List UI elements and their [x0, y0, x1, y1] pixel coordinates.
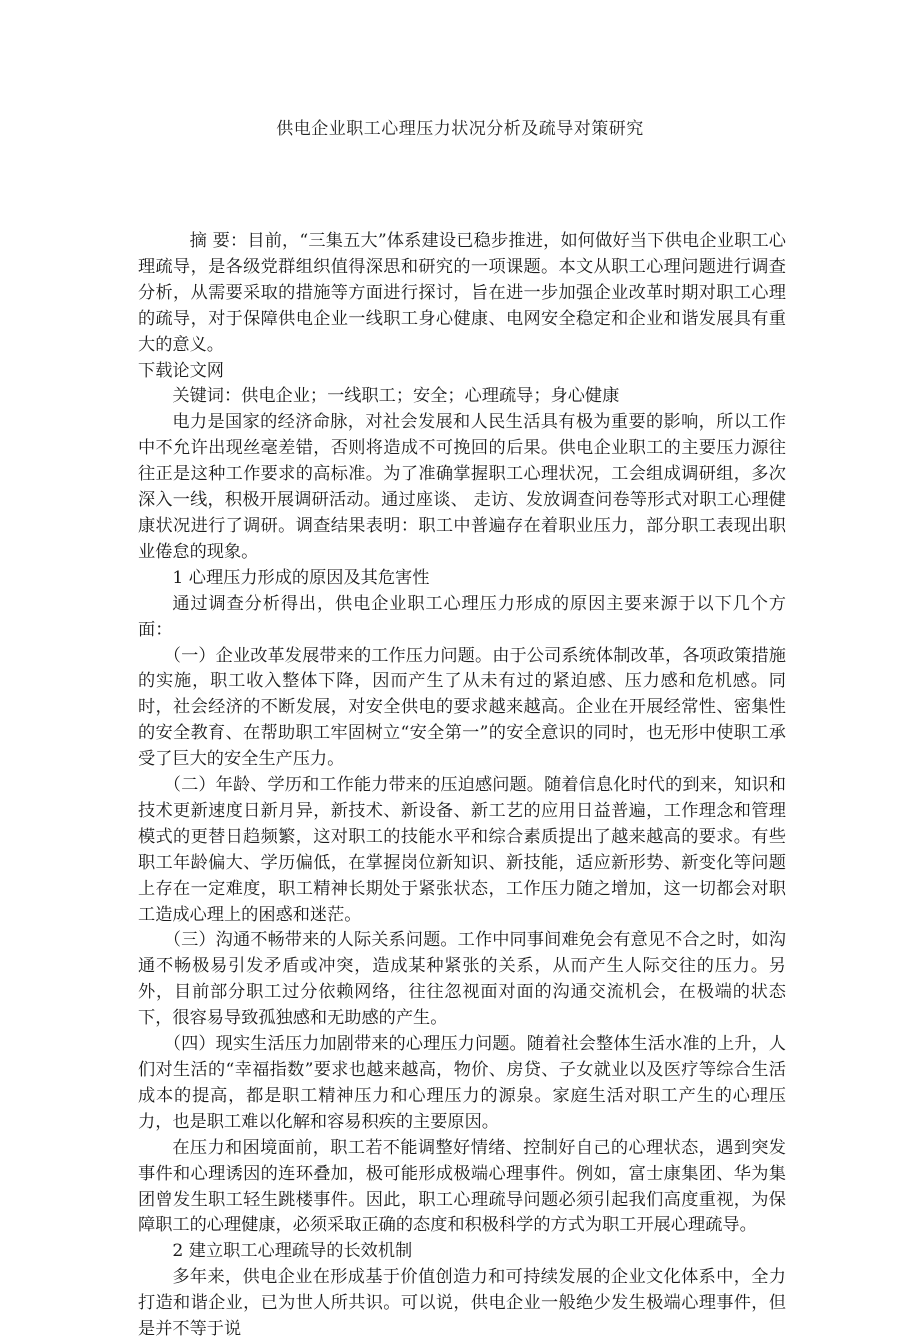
section-1-lead: 通过调查分析得出，供电企业职工心理压力形成的原因主要来源于以下几个方面： [138, 593, 786, 640]
source-note: 下载论文网 [138, 360, 224, 381]
section-2-heading: 2 建立职工心理疏导的长效机制 [172, 1241, 413, 1262]
intro-paragraph: 电力是国家的经济命脉，对社会发展和人民生活具有极为重要的影响，所以工作中不允许出现丝毫差错，否则将造成不可挽回的后果。供电企业职工的主要压力源往往正是这种工作要求的高标准。为了准确掌握职工心理状况，工会组成调研组，多次深入一线，积极开展调研活动。通过座谈、 走访、发放调查问卷等形式对职工心理健康状况进行了调研。调查结果表明：职工中普遍存在着职业压力，部分职工表现出职业倦怠的现象。 [138, 412, 786, 562]
keywords-line: 关键词：供电企业；一线职工；安全；心理疏导；身心健康 [172, 386, 620, 407]
section-1-item-2: （二）年龄、学历和工作能力带来的压迫感问题。随着信息化时代的到来，知识和技术更新速度日新月异，新技术、新设备、新工艺的应用日益普遍，工作理念和管理模式的更替日趋频繁，这对职工的技能水平和综合素质提出了越来越高的要求。有些职工年龄偏大、学历偏低，在掌握岗位新知识、新技能，适应新形势、新变化等问题上存在一定难度，职工精神长期处于紧张状态，工作压力随之增加，这一切都会对职工造成心理上的困惑和迷茫。 [138, 775, 786, 925]
document-title: 供电企业职工心理压力状况分析及疏导对策研究 [276, 119, 644, 139]
section-2-paragraph: 多年来，供电企业在形成基于价值创造力和可持续发展的企业文化体系中，全力打造和谐企业，已为世人所共识。可以说，供电企业一般绝少发生极端心理事件，但是并不等于说 [138, 1267, 786, 1340]
document-body [138, 229, 786, 1343]
section-1-item-3: （三）沟通不畅带来的人际关系问题。工作中同事间难免会有意见不合之时，如沟通不畅极易引发矛盾或冲突，造成某种紧张的关系，从而产生人际交往的压力。另外，目前部分职工过分依赖网络，往往忽视面对面的沟通交流机会，在极端的状态下，很容易导致孤独感和无助感的产生。 [138, 930, 786, 1029]
section-1-heading: 1 心理压力形成的原因及其危害性 [172, 567, 430, 588]
section-1-item-1: （一）企业改革发展带来的工作压力问题。由于公司系统体制改革，各项政策措施的实施，职工收入整体下降，因而产生了从未有过的紧迫感、压力感和危机感。同时，社会经济的不断发展，对安全供电的要求越来越高。企业在开展经常性、密集性的安全教育、在帮助职工牢固树立“安全第一”的安全意识的同时，也无形中使职工承受了巨大的安全生产压力。 [138, 645, 786, 770]
abstract-paragraph: 摘 要：目前，“三集五大”体系建设已稳步推进，如何做好当下供电企业职工心理疏导，是各级党群组织值得深思和研究的一项课题。本文从职工心理问题进行调查分析，从需要采取的措施等方面进行探讨，旨在进一步加强企业改革时期对职工心理的疏导，对于保障供电企业一线职工身心健康、电网安全稳定和企业和谐发展具有重大的意义。 [138, 231, 786, 355]
section-1-conclusion: 在压力和困境面前，职工若不能调整好情绪、控制好自己的心理状态，遇到突发事件和心理诱因的连环叠加，极可能形成极端心理事件。例如，富士康集团、华为集团曾发生职工轻生跳楼事件。因此，职工心理疏导问题必须引起我们高度重视，为保障职工的心理健康，必须采取正确的态度和积极科学的方式为职工开展心理疏导。 [138, 1137, 786, 1236]
section-1-item-4: （四）现实生活压力加剧带来的心理压力问题。随着社会整体生活水准的上升，人们对生活的“幸福指数”要求也越来越高，物价、房贷、子女就业以及医疗等综合生活成本的提高，都是职工精神压力和心理压力的源泉。家庭生活对职工产生的心理压力，也是职工难以化解和容易积疾的主要原因。 [138, 1034, 786, 1132]
